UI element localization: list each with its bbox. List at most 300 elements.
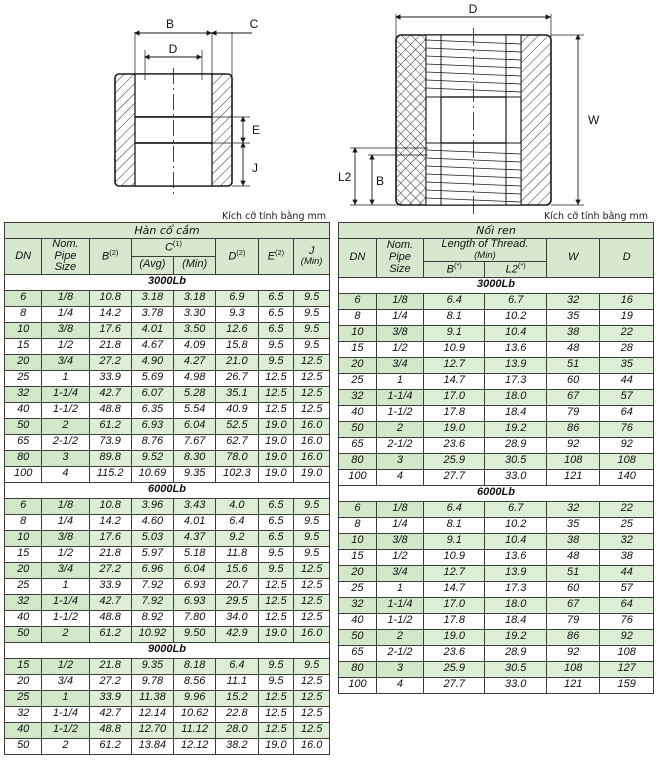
thr-header-b [424,261,485,277]
cell-dn: 50 [5,418,42,434]
cell-dn: 100 [339,677,377,693]
cell-value: 9.5 [294,306,330,322]
cell-nom-pipe-size: 2 [42,738,89,754]
cell-value: 33.0 [485,677,546,693]
cell-value: 32 [600,533,654,549]
cell-value: 4.90 [131,354,173,370]
cell-value: 14.2 [89,514,131,530]
table-row [5,498,330,514]
cell-value: 6.5 [258,530,294,546]
table-row [5,402,330,418]
cell-value: 19.0 [258,738,294,754]
cell-value: 61.2 [89,738,131,754]
cell-value: 7.92 [131,594,173,610]
cell-value: 7.67 [174,434,216,450]
cell-value: 27.2 [89,674,131,690]
cell-value: 121 [546,469,600,485]
section-label: 9000Lb [5,642,330,658]
cell-nom-pipe-size: 4 [376,677,423,693]
socket-weld-caption: Kích cỡ tính bằng mm [221,211,326,222]
cell-dn: 32 [5,706,42,722]
cell-value: 4.0 [216,498,258,514]
cell-value: 40.9 [216,402,258,418]
cell-dn: 100 [339,469,377,485]
table-row [339,325,654,341]
cell-nom-pipe-size: 3 [376,453,423,469]
cell-nom-pipe-size: 1-1/2 [42,610,89,626]
cell-value: 9.96 [174,690,216,706]
cell-nom-pipe-size: 3/8 [42,322,89,338]
cell-value: 11.1 [216,674,258,690]
table-row [5,690,330,706]
cell-dn: 20 [5,562,42,578]
thr-header-l2-sup: (*) [517,260,526,270]
socket-weld-title: Hàn cổ cắm [5,223,330,239]
cell-value: 12.7 [424,565,485,581]
table-row [339,581,654,597]
header-nom-pipe-size [42,239,89,275]
cell-value: 10.2 [485,309,546,325]
cell-value: 27.2 [89,354,131,370]
cell-value: 15.2 [216,690,258,706]
cell-value: 19.0 [294,466,330,482]
cell-value: 76 [600,421,654,437]
cell-nom-pipe-size: 1 [42,690,89,706]
header-nom-line3: Size [54,261,77,274]
cell-value: 92 [600,629,654,645]
table-row [339,373,654,389]
threaded-header-row-1 [339,239,654,262]
cell-nom-pipe-size: 1 [42,578,89,594]
cell-dn: 65 [339,645,377,661]
cell-value: 44 [600,565,654,581]
cell-value: 115.2 [89,466,131,482]
cell-value: 9.5 [294,338,330,354]
header-c [131,239,216,257]
cell-nom-pipe-size: 1 [376,373,423,389]
cell-dn: 50 [339,421,377,437]
cell-value: 25.9 [424,453,485,469]
cell-value: 27.7 [424,469,485,485]
cell-value: 5.28 [174,386,216,402]
cell-nom-pipe-size: 1 [42,370,89,386]
cell-value: 14.2 [89,306,131,322]
cell-nom-pipe-size: 1-1/4 [42,594,89,610]
cell-value: 42.9 [216,626,258,642]
table-row [339,437,654,453]
cell-value: 33.0 [485,469,546,485]
cell-value: 42.7 [89,594,131,610]
thr-header-nom-line2: Pipe [388,250,411,263]
cell-value: 19.0 [258,466,294,482]
cell-value: 17.3 [485,373,546,389]
table-row [339,357,654,373]
header-nom-line1: Nom. [52,238,79,250]
cell-value: 28.0 [216,722,258,738]
cell-value: 76 [600,613,654,629]
cell-nom-pipe-size: 1-1/2 [376,613,423,629]
table-row [5,306,330,322]
cell-value: 28.9 [485,437,546,453]
cell-nom-pipe-size: 1 [376,581,423,597]
cell-nom-pipe-size: 1/2 [42,546,89,562]
svg-text:B: B [376,174,385,188]
cell-value: 10.8 [89,498,131,514]
cell-value: 35 [546,309,600,325]
cell-dn: 6 [339,293,377,309]
cell-nom-pipe-size: 1/2 [42,338,89,354]
cell-dn: 20 [5,674,42,690]
cell-value: 35.1 [216,386,258,402]
cell-value: 9.1 [424,325,485,341]
cell-value: 6.5 [258,498,294,514]
cell-value: 9.5 [258,354,294,370]
cell-value: 25 [600,517,654,533]
cell-dn: 25 [339,581,377,597]
cell-value: 30.5 [485,661,546,677]
cell-dn: 8 [5,514,42,530]
cell-dn: 15 [339,341,377,357]
cell-value: 51 [546,565,600,581]
table-row [339,565,654,581]
cell-value: 3.18 [131,290,173,306]
cell-value: 29.5 [216,594,258,610]
cell-value: 14.7 [424,373,485,389]
cell-dn: 15 [5,546,42,562]
table-row [339,293,654,309]
header-d-sup: (2) [236,248,246,258]
cell-value: 13.9 [485,357,546,373]
cell-value: 89.8 [89,450,131,466]
cell-dn: 6 [5,498,42,514]
cell-dn: 10 [5,530,42,546]
cell-value: 12.70 [131,722,173,738]
cell-value: 19.2 [485,421,546,437]
cell-value: 10.8 [89,290,131,306]
cell-value: 17.0 [424,389,485,405]
cell-value: 13.9 [485,565,546,581]
cell-value: 48.8 [89,722,131,738]
thr-header-length-of-thread [424,239,547,262]
cell-value: 32 [546,293,600,309]
cell-value: 9.78 [131,674,173,690]
cell-value: 5.18 [174,546,216,562]
cell-dn: 6 [339,501,377,517]
cell-nom-pipe-size: 1-1/4 [376,597,423,613]
cell-value: 11.12 [174,722,216,738]
cell-value: 22 [600,325,654,341]
cell-value: 108 [600,645,654,661]
cell-value: 12.5 [258,386,294,402]
table-row [339,661,654,677]
threaded-table-wrap [338,222,654,694]
cell-value: 6.5 [258,322,294,338]
cell-value: 10.92 [131,626,173,642]
svg-text:E: E [252,123,261,137]
cell-value: 6.7 [485,293,546,309]
cell-value: 6.5 [258,290,294,306]
cell-nom-pipe-size: 1/4 [42,514,89,530]
cell-value: 3.50 [174,322,216,338]
cell-nom-pipe-size: 1-1/4 [376,389,423,405]
header-c-text: C [164,241,173,254]
cell-value: 13.6 [485,549,546,565]
cell-nom-pipe-size: 1-1/2 [42,722,89,738]
cell-value: 12.5 [294,674,330,690]
table-row [339,677,654,693]
cell-value: 9.50 [174,626,216,642]
cell-value: 57 [600,389,654,405]
cell-value: 159 [600,677,654,693]
cell-value: 3.78 [131,306,173,322]
svg-text:B: B [165,17,175,31]
cell-value: 61.2 [89,626,131,642]
thr-header-l2 [485,261,546,277]
cell-value: 9.5 [294,514,330,530]
cell-value: 92 [600,437,654,453]
cell-nom-pipe-size: 4 [376,469,423,485]
cell-value: 61.2 [89,418,131,434]
cell-value: 12.5 [294,610,330,626]
cell-value: 22.8 [216,706,258,722]
table-row [5,434,330,450]
cell-value: 6.93 [174,594,216,610]
cell-value: 9.5 [294,322,330,338]
svg-text:C: C [249,17,259,31]
svg-text:W: W [588,113,600,127]
section-label: 3000Lb [5,274,330,290]
cell-dn: 50 [339,629,377,645]
table-row [5,610,330,626]
cell-dn: 25 [5,370,42,386]
cell-nom-pipe-size: 1-1/4 [42,386,89,402]
cell-nom-pipe-size: 2 [376,629,423,645]
cell-value: 9.5 [258,658,294,674]
cell-value: 38 [546,325,600,341]
cell-value: 16.0 [294,418,330,434]
header-b-sup: (2) [109,248,119,258]
cell-value: 19.0 [424,629,485,645]
thr-header-nom-line3: Size [389,262,411,275]
cell-dn: 8 [5,306,42,322]
table-row [5,658,330,674]
cell-value: 16.0 [294,626,330,642]
cell-value: 8.56 [174,674,216,690]
cell-dn: 20 [339,357,377,373]
header-b [89,239,131,275]
cell-value: 9.5 [294,658,330,674]
header-c-min: (Min) [174,256,216,274]
cell-value: 17.8 [424,405,485,421]
cell-value: 12.5 [294,386,330,402]
cell-value: 17.8 [424,613,485,629]
cell-nom-pipe-size: 1/4 [376,309,423,325]
cell-value: 9.5 [258,562,294,578]
svg-text:L2: L2 [338,170,352,184]
cell-value: 19.0 [258,450,294,466]
cell-value: 6.5 [258,514,294,530]
table-row [339,405,654,421]
cell-value: 9.5 [294,290,330,306]
socket-weld-thead [5,223,330,275]
thr-header-nom-pipe-size [376,239,423,278]
cell-nom-pipe-size: 1/4 [42,306,89,322]
table-row [5,450,330,466]
cell-value: 67 [546,389,600,405]
cell-value: 6.5 [258,306,294,322]
table-row [339,453,654,469]
cell-value: 3.30 [174,306,216,322]
section-label: 3000Lb [339,277,654,293]
table-row [5,466,330,482]
cell-value: 127 [600,661,654,677]
header-d [216,239,258,275]
cell-value: 6.04 [174,562,216,578]
cell-dn: 10 [5,322,42,338]
cell-value: 21.0 [216,354,258,370]
threaded-thead [339,223,654,278]
table-row [5,370,330,386]
cell-value: 18.4 [485,405,546,421]
cell-value: 60 [546,581,600,597]
cell-nom-pipe-size: 1/2 [376,549,423,565]
cell-value: 48 [546,549,600,565]
cell-value: 9.5 [258,674,294,690]
cell-value: 6.4 [424,501,485,517]
header-j-min: (Min) [300,256,323,268]
table-row [5,386,330,402]
cell-value: 21.8 [89,338,131,354]
cell-value: 17.6 [89,322,131,338]
cell-value: 12.5 [258,690,294,706]
cell-value: 22 [600,501,654,517]
cell-value: 57 [600,581,654,597]
cell-value: 4.01 [174,514,216,530]
header-nom-line2: Pipe [54,249,77,262]
cell-value: 32 [546,501,600,517]
cell-value: 4.27 [174,354,216,370]
cell-value: 51 [546,357,600,373]
table-row [339,501,654,517]
cell-value: 27.7 [424,677,485,693]
cell-dn: 8 [339,517,377,533]
cell-value: 6.35 [131,402,173,418]
table-row [339,629,654,645]
cell-value: 48.8 [89,610,131,626]
table-row [339,517,654,533]
cell-dn: 100 [5,466,42,482]
cell-value: 28 [600,341,654,357]
cell-value: 60 [546,373,600,389]
cell-value: 18.4 [485,613,546,629]
section-label-row [339,485,654,501]
cell-value: 3.96 [131,498,173,514]
table-row [5,562,330,578]
cell-dn: 15 [5,658,42,674]
cell-value: 17.0 [424,597,485,613]
cell-value: 67 [546,597,600,613]
thr-header-dn: DN [339,239,377,278]
threaded-diagram-svg [336,0,658,225]
thr-header-lot-text: Length of Thread. [441,238,529,250]
cell-value: 12.5 [258,402,294,418]
table-row [339,389,654,405]
cell-value: 6.93 [131,418,173,434]
cell-value: 6.96 [131,562,173,578]
header-e [258,239,294,275]
cell-nom-pipe-size: 3/4 [42,562,89,578]
cell-nom-pipe-size: 1/2 [42,658,89,674]
cell-nom-pipe-size: 3/8 [376,325,423,341]
svg-text:D: D [468,2,478,16]
thr-header-w: W [546,239,600,278]
cell-value: 11.38 [131,690,173,706]
cell-value: 44 [600,373,654,389]
section-label-row [5,482,330,498]
cell-value: 10.9 [424,341,485,357]
cell-value: 12.5 [294,722,330,738]
socket-weld-title-row [5,223,330,239]
thr-header-d: D [600,239,654,278]
cell-value: 23.6 [424,437,485,453]
cell-dn: 10 [339,325,377,341]
cell-nom-pipe-size: 3 [42,450,89,466]
cell-value: 6.4 [216,514,258,530]
cell-value: 9.35 [174,466,216,482]
cell-nom-pipe-size: 1/8 [376,293,423,309]
cell-value: 8.76 [131,434,173,450]
cell-value: 9.5 [258,338,294,354]
cell-value: 15.8 [216,338,258,354]
socket-weld-header-row-1 [5,239,330,257]
cell-dn: 25 [339,373,377,389]
cell-value: 42.7 [89,386,131,402]
socket-weld-drawing [0,0,336,225]
cell-value: 10.4 [485,533,546,549]
table-row [5,418,330,434]
cell-value: 16 [600,293,654,309]
cell-value: 33.9 [89,370,131,386]
cell-dn: 40 [5,610,42,626]
cell-nom-pipe-size: 1/8 [42,290,89,306]
cell-value: 5.69 [131,370,173,386]
cell-nom-pipe-size: 1/8 [42,498,89,514]
cell-value: 79 [546,405,600,421]
table-row [339,421,654,437]
cell-value: 8.1 [424,517,485,533]
cell-value: 6.04 [174,418,216,434]
cell-nom-pipe-size: 2-1/2 [42,434,89,450]
table-row [5,706,330,722]
cell-dn: 80 [5,450,42,466]
cell-value: 18.0 [485,597,546,613]
cell-value: 6.7 [485,501,546,517]
cell-value: 10.69 [131,466,173,482]
thr-header-b-sup: (*) [453,260,462,270]
header-dn: DN [5,239,42,275]
cell-value: 17.3 [485,581,546,597]
threaded-caption: Kích cỡ tính bằng mm [543,211,648,222]
cell-value: 12.5 [258,706,294,722]
cell-value: 9.5 [294,498,330,514]
cell-value: 9.5 [294,546,330,562]
cell-value: 4.01 [131,322,173,338]
cell-nom-pipe-size: 3/4 [42,354,89,370]
cell-dn: 6 [5,290,42,306]
cell-value: 9.3 [216,306,258,322]
cell-value: 6.4 [424,293,485,309]
cell-dn: 65 [5,434,42,450]
